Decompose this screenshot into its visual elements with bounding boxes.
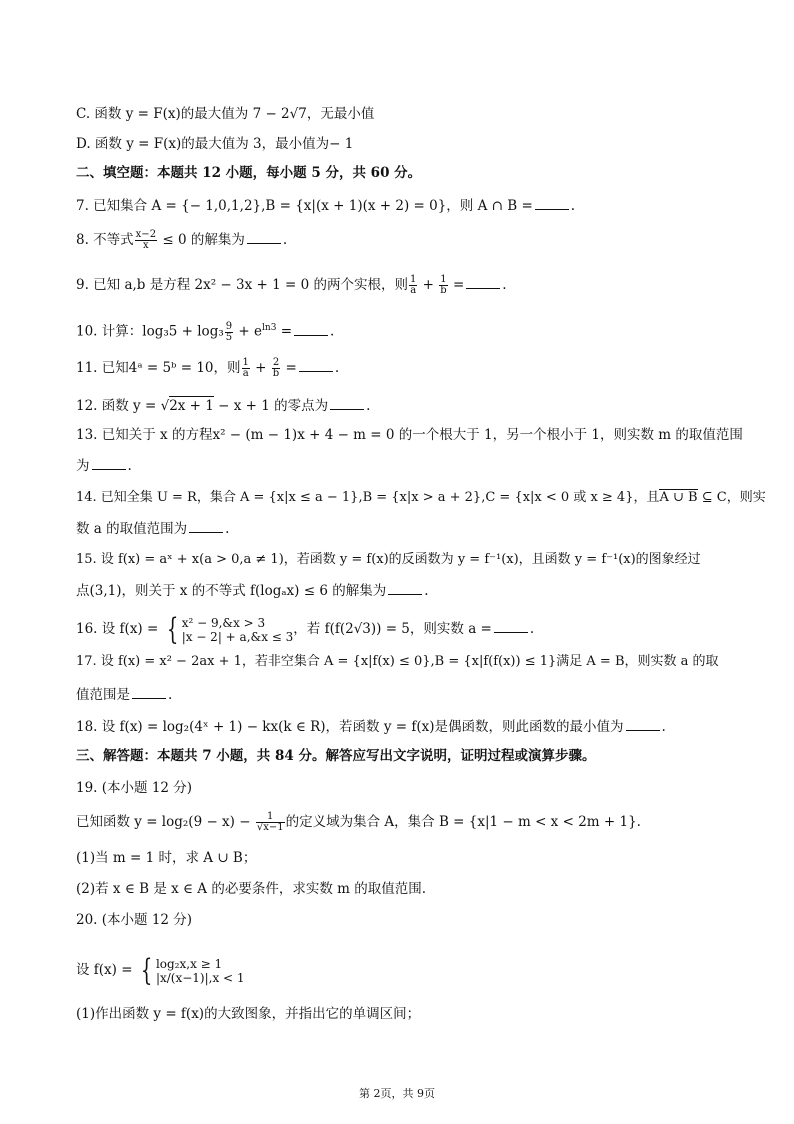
question-12-text-2: − x + 1 的零点为 [213,398,329,414]
question-14-text: 14. 已知全集 U = R，集合 A = {x|x ≤ a − 1},B = {x|x > a + 2},C = {x|x < 0 或 x ≥ 4}，且 [76,490,660,505]
question-8-text: 8. 不等式 [76,232,134,248]
option-c-suffix: ，无最小值 [306,106,375,122]
question-17-line-1: 17. 设 f(x) = x² − 2ax + 1，若非空集合 A = {x|f(x) ≤ 0},B = {x|f(f(x)) ≤ 1}满足 A = B，则实数 a 的取 [76,654,719,669]
option-d-label: D. 函数 [76,136,127,152]
question-15-line-2: 点(3,1)，则关于 x 的不等式 f(logₐx) ≤ 6 的解集为 . [76,580,429,601]
fraction [256,812,285,833]
answer-blank [626,716,660,731]
question-10-text: 10. 计算：log₃5 + log₃ [76,323,224,340]
question-8-text-2: ≤ 0 的解集为 [158,232,245,248]
question-7-text: 7. 已知集合 A = {− 1,0,1,2},B = {x|(x + 1)(x + 2) = 0}，则 A ∩ B = [76,198,533,214]
answer-blank [294,321,328,336]
piecewise-case-2: |x/(x−1)|,x < 1 [155,970,245,985]
option-c-value: 7 − 2√7 [252,106,307,122]
question-20-heading: 20. (本小题 12 分) [76,912,193,928]
question-13-line-1: 13. 已知关于 x 的方程x² − (m − 1)x + 4 − m = 0 的一个根大于 1，另一个根小于 1，则实数 m 的取值范围 [76,427,743,443]
question-14-text-2: ⊆ C，则实 [697,490,766,505]
question-9-text: 9. 已知 a,b 是方程 2x² − 3x + 1 = 0 的两个实根，则 [76,277,408,293]
complement-set: A ∪ B [659,490,698,505]
section-solutions-heading: 三、解答题：本题共 7 小题，共 84 分。解答应写出文字说明，证明过程或演算步骤。 [76,748,596,764]
question-10-text-2: + e [234,323,263,340]
fraction-denominator: a [410,285,417,296]
fraction-denominator: √x−1 [256,822,284,833]
fraction-numerator: 1 [440,274,447,285]
fraction [242,358,250,379]
answer-blank [388,580,422,595]
plus-sign: + [418,277,439,293]
question-12: 12. 函数 y = √2x + 1 − x + 1 的零点为 . [76,395,370,416]
question-15-text: 点(3,1)，则关于 x 的不等式 f(logₐx) ≤ 6 的解集为 [76,583,387,599]
option-d [76,134,353,154]
fraction-denominator: a [242,368,249,379]
fraction-denominator: b [440,285,447,296]
option-c [76,104,374,124]
answer-blank [132,684,166,699]
fraction-numerator: 1 [410,274,417,285]
equals-sign: = [276,323,293,340]
question-18-text: 18. 设 f(x) = log₂(4ˣ + 1) − kx(k ∈ R)，若函数 y = f(x)是偶函数，则此函数的最小值为 [76,719,624,735]
question-19-statement [76,812,641,833]
answer-blank [494,618,528,633]
question-14-text-3: 数 a 的取值范围为 [76,521,188,537]
question-15-line-1: 15. 设 f(x) = aˣ + x(a > 0,a ≠ 1)，若函数 y = f(x)的反函数为 y = f⁻¹(x)，且函数 y = f⁻¹(x)的图象经过 [76,552,701,567]
exponent: ln3 [262,323,277,333]
option-d-text: 的最大值为 3，最小值为− 1 [181,136,354,152]
option-c-math: y = F(x) [125,106,181,122]
fraction-denominator: b [272,368,280,379]
fraction-numerator: 1 [242,357,249,368]
question-17-text: 值范围是 [76,687,130,703]
fraction-numerator: 1 [256,812,285,823]
fraction-numerator: 2 [272,357,280,368]
piecewise-case-2: |x − 2| + a,&x ≤ 3 [181,629,294,644]
question-12-text: 12. 函数 y = [76,398,161,414]
answer-blank [299,357,333,372]
answer-blank [189,518,223,533]
question-16-text-2: ，若 f(f(2√3)) = 5，则实数 a = [293,621,492,637]
piecewise-cases [182,616,294,644]
exam-page [76,0,766,1124]
piecewise-case-1: x² − 9,&x > 3 [181,615,266,630]
page-footer: 第 2页，共 9页 [359,1087,435,1100]
fraction [225,322,233,343]
question-19-heading: 19. (本小题 12 分) [76,780,193,796]
fraction-numerator: 9 [225,320,233,332]
fraction [272,358,280,379]
question-19-part-2: (2)若 x ∈ B 是 x ∈ A 的必要条件，求实数 m 的取值范围. [76,881,427,897]
fraction-numerator: x−2 [135,229,157,240]
question-14-line-2: 数 a 的取值范围为 . [76,518,229,539]
question-7: 7. 已知集合 A = {− 1,0,1,2},B = {x|(x + 1)(x + 2) = 0}，则 A ∩ B = . [76,195,575,216]
question-17-line-2: 值范围是 . [76,684,172,705]
question-16: 16. 设 f(x) = { x² − 9,&x > 3 |x − 2| + a,&x ≤ 3 ，若 f(f(2√3)) = 5，则实数 a = . [76,611,535,647]
answer-blank [247,229,281,244]
question-20-text: 设 f(x) = [76,962,137,978]
option-d-math: y = F(x) [126,136,182,152]
question-13-text: 为 [76,458,90,474]
answer-blank [330,395,364,410]
question-20-statement [76,950,245,990]
piecewise-brace: { [166,611,178,647]
fraction [409,275,417,296]
piecewise-cases [156,957,245,985]
question-20-part-1: (1)作出函数 y = f(x)的大致图象，并指出它的单调区间； [76,1006,421,1022]
question-19-text-2: 的定义域为集合 A，集合 B = {x|1 − m < x < 2m + 1}. [285,814,641,830]
answer-blank [466,274,500,289]
sqrt-radicand: 2x + 1 [169,398,214,414]
question-14-line-1 [76,488,766,508]
option-c-label: C. 函数 [76,106,126,122]
fraction [439,275,447,296]
piecewise-brace: { [140,952,153,988]
fraction [135,230,157,251]
question-19-text: 已知函数 y = log₂(9 − x) − [76,814,255,830]
question-11-text: 11. 已知4ᵃ = 5ᵇ = 10，则 [76,360,241,376]
question-18: 18. 设 f(x) = log₂(4ˣ + 1) − kx(k ∈ R)，若函数 y = f(x)是偶函数，则此函数的最小值为 . [76,716,666,737]
fraction-denominator: x [143,240,149,251]
question-13-line-2: 为 . [76,455,132,476]
fraction-denominator: 5 [225,331,233,343]
answer-blank [535,195,569,210]
question-11: 11. 已知4ᵃ = 5ᵇ = 10，则 $\frac{1}{a}$ + $\frac{2}{b}$ = . [76,357,340,379]
question-10: 10. 计算：log₃5 + log₃ $\frac{9}{5}$ + $e^{ln3}$ = . [76,320,335,343]
equals-sign: = [281,360,297,376]
option-c-text: 的最大值为 [180,106,253,122]
question-9: 9. 已知 a,b 是方程 2x² − 3x + 1 = 0 的两个实根，则 $\frac{1}{a}$ + $\frac{1}{b}$ = . [76,274,507,296]
question-19-part-1: (1)当 m = 1 时，求 A ∪ B； [76,850,257,866]
question-16-text: 16. 设 f(x) = [76,621,163,637]
piecewise-case-1: log₂x,x ≥ 1 [155,956,223,971]
section-fill-in-heading: 二、填空题：本题共 12 小题，每小题 5 分，共 60 分。 [76,165,422,181]
answer-blank [92,455,126,470]
question-8: 8. 不等式 $\frac{x-2}{x}$ ≤ 0 的解集为 . [76,229,288,251]
equals-sign: = [448,277,465,293]
